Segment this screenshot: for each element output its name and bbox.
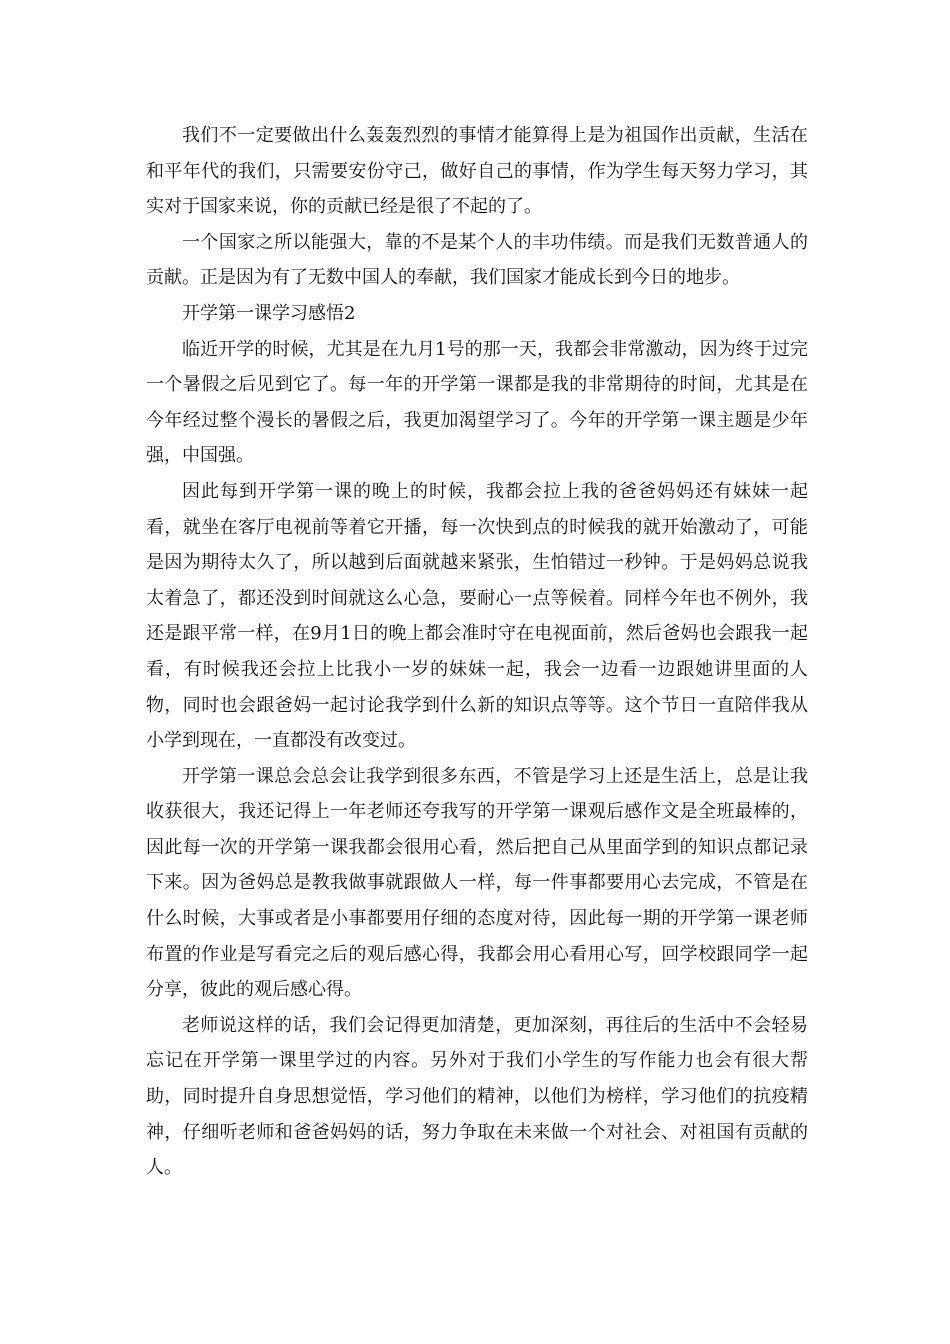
- paragraph-6: 老师说这样的话，我们会记得更加清楚，更加深刻，再往后的生活中不会轻易忘记在开学第一课里学过的内容。另外对于我们小学生的写作能力也会有很大帮助，同时提升自身思想觉悟，学习他们的精神，以他们为榜样，学习他们的抗疫精神，仔细听老师和爸爸妈妈的话，努力争取在未来做一个对社会、对祖国有贡献的人。: [146, 1014, 808, 1179]
- paragraph-1: 我们不一定要做出什么轰轰烈烈的事情才能算得上是为祖国作出贡献，生活在和平年代的我们，只需要安份守己，做好自己的事情，作为学生每天努力学习，其实对于国家来说，你的贡献已经是很了不起的了。: [146, 125, 808, 218]
- paragraph-5: 开学第一课总会总会让我学到很多东西，不管是学习上还是生活上，总是让我收获很大，我还记得上一年老师还夸我写的开学第一课观后感作文是全班最棒的，因此每一次的开学第一课我都会很用心看，然后把自己从里面学到的知识点都记录下来。因为爸妈总是教我做事就跟做人一样，每一件事都要用心去完成，不管是在什么时候，大事或者是小事都要用仔细的态度对待，因此每一期的开学第一课老师布置的作业是写看完之后的观后感心得，我都会用心看用心写，回学校跟同学一起分享，彼此的观后感心得。: [146, 765, 808, 1001]
- paragraph-4: 因此每到开学第一课的晚上的时候，我都会拉上我的爸爸妈妈还有妹妹一起看，就坐在客厅电视前等着它开播，每一次快到点的时候我的就开始激动了，可能是因为期待太久了，所以越到后面就越来紧张，生怕错过一秒钟。于是妈妈总说我太着急了，都还没到时间就这么心急，要耐心一点等候着。同样今年也不例外，我还是跟平常一样，在9月1日的晚上都会准时守在电视面前，然后爸妈也会跟我一起看，有时候我还会拉上比我小一岁的妹妹一起，我会一边看一边跟她讲里面的人物，同时也会跟爸妈一起讨论我学到什么新的知识点等等。这个节日一直陪伴我从小学到现在，一直都没有改变过。: [146, 480, 808, 752]
- section-heading: 开学第一课学习感悟2: [182, 302, 356, 324]
- document-page: [146, 118, 808, 1186]
- paragraph-3: 临近开学的时候，尤其是在九月1号的那一天，我都会非常激动，因为终于过完一个暑假之后见到它了。每一年的开学第一课都是我的非常期待的时间，尤其是在今年经过整个漫长的暑假之后，我更加渴望学习了。今年的开学第一课主题是少年强，中国强。: [146, 338, 808, 467]
- paragraph-2: 一个国家之所以能强大，靠的不是某个人的丰功伟绩。而是我们无数普通人的贡献。正是因为有了无数中国人的奉献，我们国家才能成长到今日的地步。: [146, 231, 808, 289]
